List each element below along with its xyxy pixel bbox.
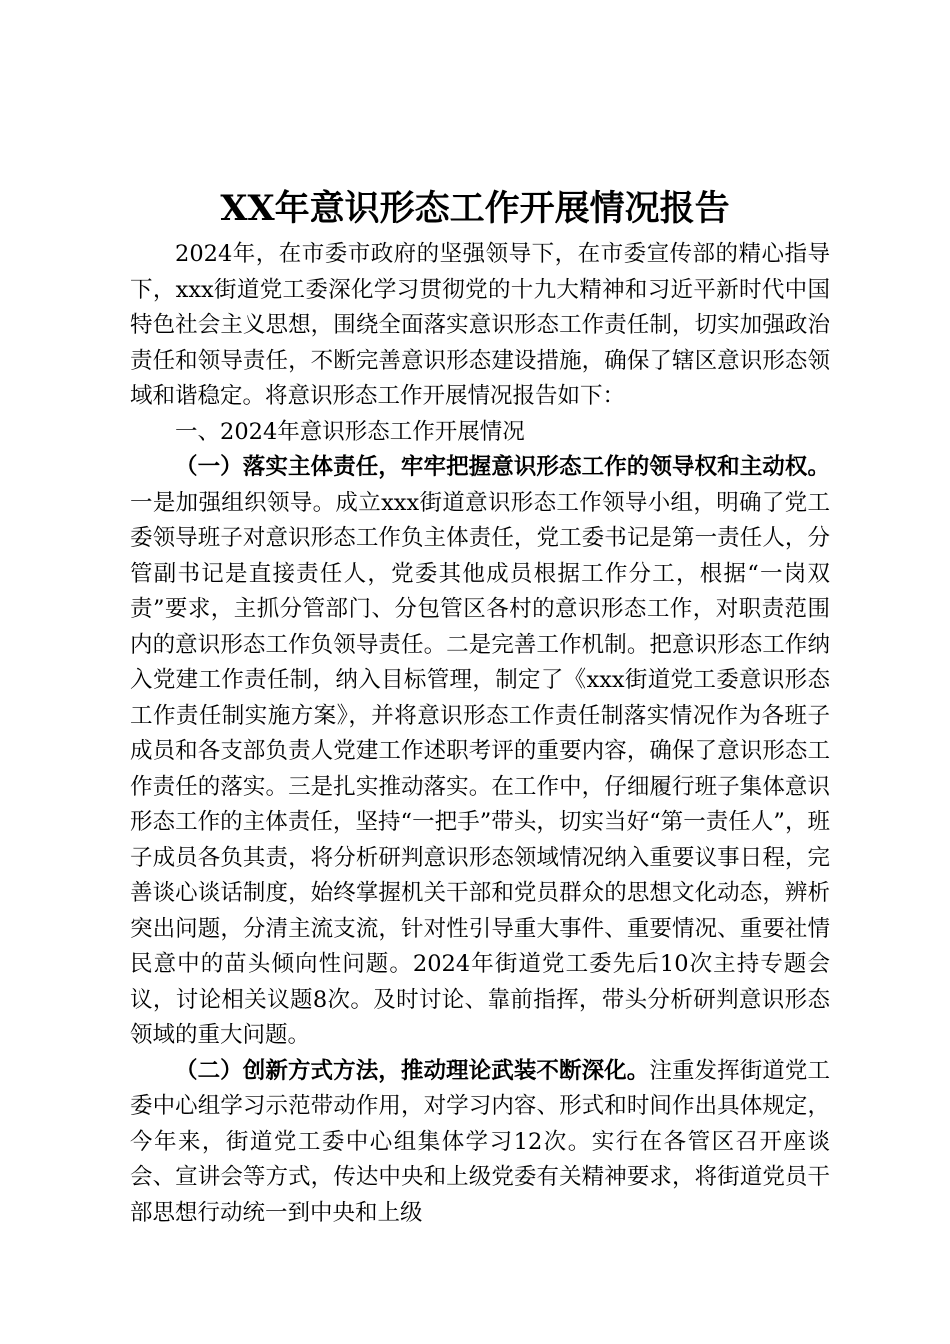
document-body: [130, 237, 830, 1231]
document-title: XX年意识形态工作开展情况报告: [220, 188, 730, 229]
intro-paragraph: 2024年，在市委市政府的坚强领导下，在市委宣传部的精心指导下，xxx街道党工委深化学习贯彻党的十九大精神和习近平新时代中国特色社会主义思想，围绕全面落实意识形态工作责任制，切实加强政治责任和领导责任，不断完善意识形态建设措施，确保了辖区意识形态领域和谐稳定。将意识形态工作开展情况报告如下：: [130, 241, 830, 409]
section-heading-1: 一、2024年意识形态工作开展情况: [175, 418, 525, 445]
subsection-body-2: 注重发挥街道党工委中心组学习示范带动作用，对学习内容、形式和时间作出具体规定，今年来，街道党工委中心组集体学习12次。实行在各管区召开座谈会、宣讲会等方式，传达中央和上级党委有关精神要求，将街道党员干部思想行动统一到中央和上级: [130, 1057, 830, 1226]
subsection-heading-2: （二）创新方式方法，推动理论武装不断深化。: [175, 1057, 650, 1084]
subsection-paragraph-1: [130, 450, 830, 1054]
subsection-body-1: 一是加强组织领导。成立xxx街道意识形态工作领导小组，明确了党工委领导班子对意识形态工作负主体责任，党工委书记是第一责任人，分管副书记是直接责任人，党委其他成员根据工作分工，根据“一岗双责”要求，主抓分管部门、分包管区各村的意识形态工作，对职责范围内的意识形态工作负领导责任。二是完善工作机制。把意识形态工作纳入党建工作责任制，纳入目标管理，制定了《xxx街道党工委意识形态工作责任制实施方案》，并将意识形态工作责任制落实情况作为各班子成员和各支部负责人党建工作述职考评的重要内容，确保了意识形态工作责任的落实。三是扎实推动落实。在工作中，仔细履行班子集体意识形态工作的主体责任，坚持“一把手”带头，切实当好“第一责任人”，班子成员各负其责，将分析研判意识形态领域情况纳入重要议事日程，完善谈心谈话制度，始终掌握机关干部和党员群众的思想文化动态，辨析突出问题，分清主流支流，针对性引导重大事件、重要情况、重要社情民意中的苗头倾向性问题。2024年街道党工委先后10次主持专题会议，讨论相关议题8次。及时讨论、靠前指挥，带头分析研判意识形态领域的重大问题。: [130, 489, 830, 1048]
subsection-paragraph-2: [130, 1054, 830, 1232]
subsection-heading-1: （一）落实主体责任，牢牢把握意识形态工作的领导权和主动权。: [175, 454, 830, 480]
